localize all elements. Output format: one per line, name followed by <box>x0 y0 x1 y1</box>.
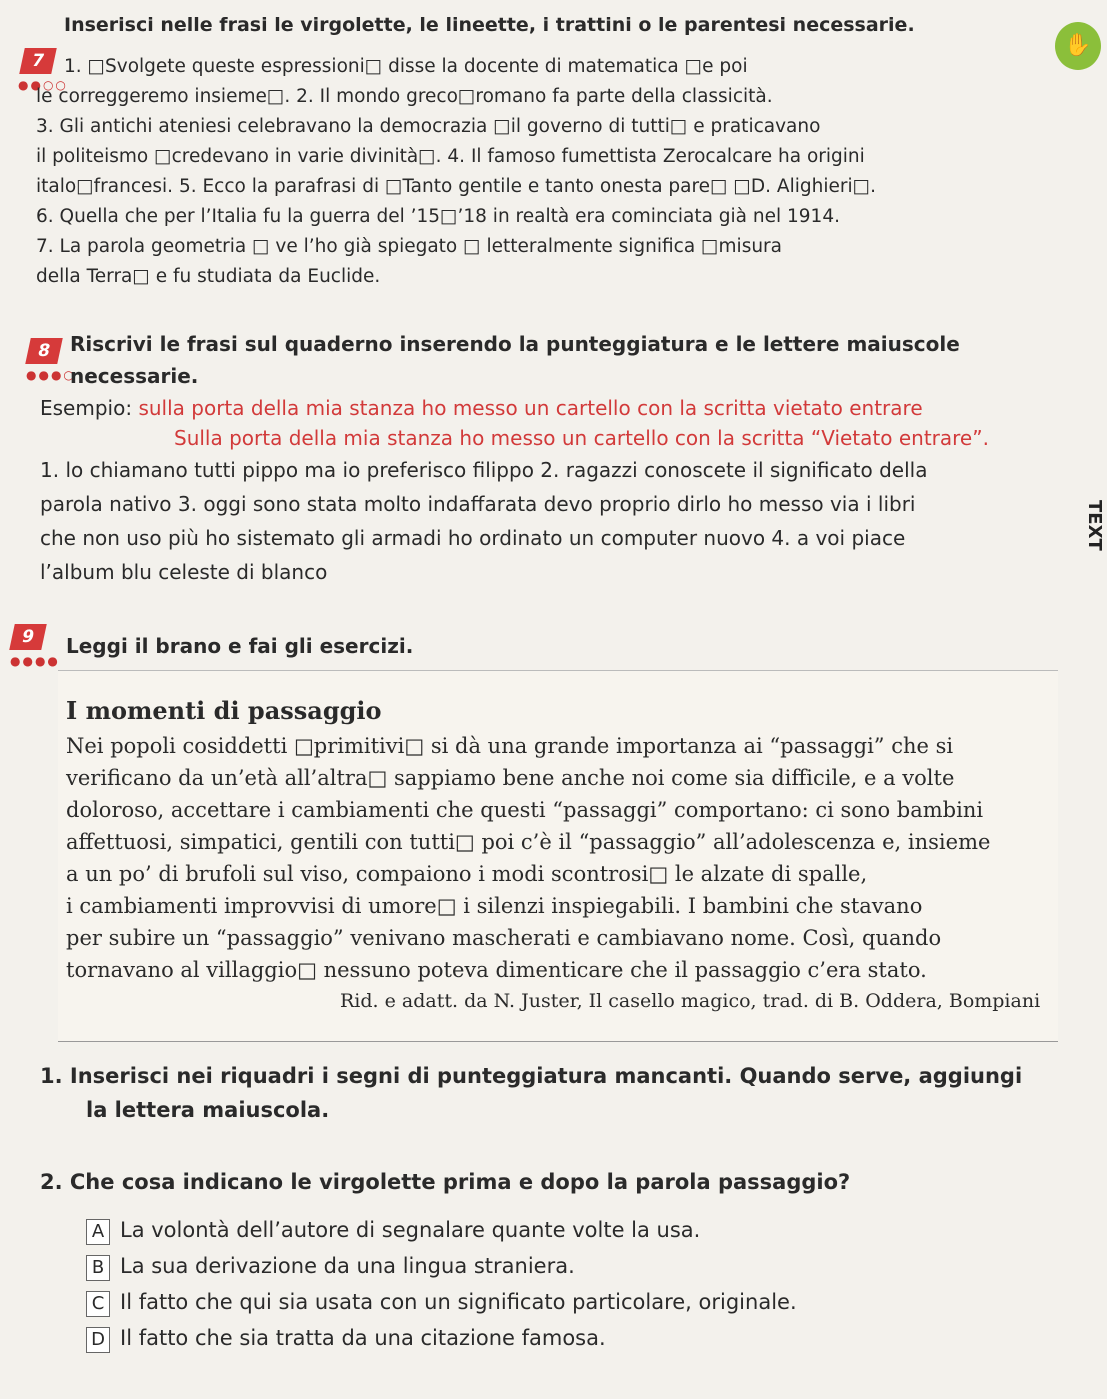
ex7-line: 6. Quella che per l’Italia fu la guerra del ’15□’18 in realtà era cominciata già nel 1914. <box>36 206 840 227</box>
passage-source: Rid. e adatt. da N. Juster, Il casello magico, trad. di B. Oddera, Bompiani <box>340 990 1041 1012</box>
exercise-9-instruction: Leggi il brano e fai gli esercizi. <box>66 634 414 658</box>
exercise-8-instruction: Riscrivi le frasi sul quaderno inserendo la punteggiatura e le lettere maiuscole <box>70 332 960 356</box>
example-label: Esempio: <box>40 396 133 420</box>
ex7-line: della Terra□ e fu studiata da Euclide. <box>36 266 381 287</box>
ex7-line: 1. □Svolgete queste espressioni□ disse la docente di matematica □e poi <box>64 56 748 77</box>
passage-line: tornavano al villaggio□ nessuno poteva dimenticare che il passaggio c’era stato. <box>66 958 927 982</box>
option-letter: A <box>86 1219 110 1245</box>
side-label: TEXT <box>1084 500 1105 551</box>
hand-badge-icon: ✋ <box>1055 22 1101 70</box>
option-letter: B <box>86 1255 110 1281</box>
ex7-line: 7. La parola geometria □ ve l’ho già spiegato □ letteralmente significa □misura <box>36 236 782 257</box>
difficulty-dots: ●●○○ <box>18 78 68 92</box>
ex8-line: l’album blu celeste di blanco <box>40 560 328 584</box>
option-a[interactable] <box>86 1218 700 1245</box>
question-2: 2. Che cosa indicano le virgolette prima e dopo la parola passaggio? <box>40 1170 851 1194</box>
passage-line: a un po’ di brufoli sul viso, compaiono i modi scontrosi□ le alzate di spalle, <box>66 862 868 886</box>
exercise-8-instruction-cont: necessarie. <box>70 364 199 388</box>
ex8-line: che non uso più ho sistemato gli armadi ho ordinato un computer nuovo 4. a voi piace <box>40 526 906 550</box>
example-answer: Sulla porta della mia stanza ho messo un cartello con la scritta “Vietato entrare”. <box>174 426 989 450</box>
passage-line: affettuosi, simpatici, gentili con tutti□ poi c’è il “passaggio” all’adolescenza e, insieme <box>66 830 991 854</box>
passage-line: per subire un “passaggio” venivano mascherati e cambiavano nome. Così, quando <box>66 926 942 950</box>
example-text: sulla porta della mia stanza ho messo un cartello con la scritta vietato entrare <box>138 396 923 420</box>
difficulty-dots: ●●●○ <box>26 368 76 382</box>
option-letter: D <box>86 1327 110 1353</box>
option-text: Il fatto che qui sia usata con un significato particolare, originale. <box>120 1290 797 1314</box>
passage-line: i cambiamenti improvvisi di umore□ i silenzi inspiegabili. I bambini che stavano <box>66 894 923 918</box>
ex8-line: 1. lo chiamano tutti pippo ma io preferisco filippo 2. ragazzi conoscete il significato della <box>40 458 928 482</box>
option-d[interactable] <box>86 1326 606 1353</box>
question-1: 1. Inserisci nei riquadri i segni di punteggiatura mancanti. Quando serve, aggiungi <box>40 1064 1023 1088</box>
exercise-8-number: 8 <box>25 338 63 364</box>
difficulty-dots: ●●●● <box>10 654 60 668</box>
question-1-cont: la lettera maiuscola. <box>86 1098 330 1122</box>
exercise-7-number: 7 <box>19 48 57 74</box>
ex8-line: parola nativo 3. oggi sono stata molto indaffarata devo proprio dirlo ho messo via i libri <box>40 492 916 516</box>
ex7-line: 3. Gli antichi ateniesi celebravano la democrazia □il governo di tutti□ e praticavano <box>36 116 821 137</box>
option-text: Il fatto che sia tratta da una citazione famosa. <box>120 1326 606 1350</box>
exercise-9-number: 9 <box>9 624 47 650</box>
option-b[interactable] <box>86 1254 575 1281</box>
reading-passage-box <box>58 670 1058 1042</box>
ex7-line: le correggeremo insieme□. 2. Il mondo greco□romano fa parte della classicità. <box>36 86 773 107</box>
passage-line: Nei popoli cosiddetti □primitivi□ si dà una grande importanza ai “passaggi” che si <box>66 734 954 758</box>
ex7-line: italo□francesi. 5. Ecco la parafrasi di □Tanto gentile e tanto onesta pare□ □D. Alighieri□. <box>36 176 876 197</box>
option-text: La sua derivazione da una lingua straniera. <box>120 1254 575 1278</box>
passage-line: doloroso, accettare i cambiamenti che questi “passaggi” comportano: ci sono bambini <box>66 798 984 822</box>
passage-title: I momenti di passaggio <box>66 696 382 725</box>
exercise-7-instruction: Inserisci nelle frasi le virgolette, le lineette, i trattini o le parentesi necessarie. <box>64 14 915 36</box>
option-letter: C <box>86 1291 110 1317</box>
ex7-line: il politeismo □credevano in varie divinità□. 4. Il famoso fumettista Zerocalcare ha origini <box>36 146 865 167</box>
passage-line: verificano da un’età all’altra□ sappiamo bene anche noi come sia difficile, e a volte <box>66 766 955 790</box>
option-c[interactable] <box>86 1290 797 1317</box>
option-text: La volontà dell’autore di segnalare quante volte la usa. <box>120 1218 701 1242</box>
